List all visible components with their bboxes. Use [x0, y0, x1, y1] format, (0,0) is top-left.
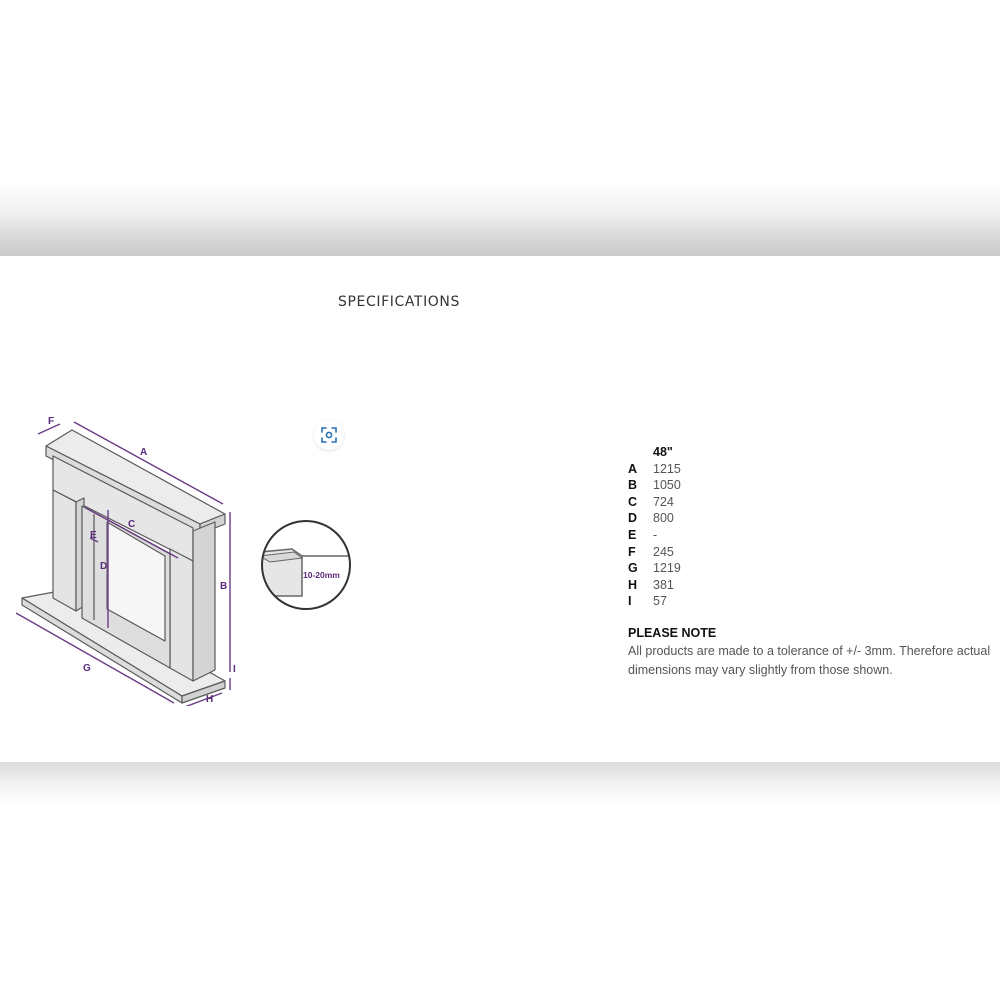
spec-column-header: 48" — [653, 445, 673, 459]
right-leg-side — [193, 522, 215, 681]
detail-measure-label: 10-20mm — [303, 570, 340, 580]
right-leg-front — [170, 549, 193, 681]
note-text — [628, 642, 1000, 680]
dim-label-a: A — [140, 447, 148, 458]
note-line-2: dimensions may vary slightly from those shown. — [628, 663, 893, 677]
note-title: PLEASE NOTE — [628, 626, 717, 640]
spec-key: H — [628, 577, 638, 592]
spec-key: E — [628, 527, 637, 542]
spec-key: G — [628, 561, 638, 576]
spec-row — [628, 477, 681, 494]
spec-value: 724 — [653, 494, 674, 509]
spec-key: A — [628, 461, 638, 476]
spec-value: 381 — [653, 577, 674, 592]
dim-label-g: G — [83, 663, 91, 674]
dim-label-h: H — [206, 694, 214, 705]
left-leg-front — [53, 490, 76, 611]
spec-key: F — [628, 544, 636, 559]
fireplace-dimension-diagram — [10, 406, 360, 706]
specifications-panel — [0, 256, 1000, 763]
zoom-in-icon — [320, 426, 338, 444]
top-shadow — [0, 180, 1000, 258]
zoom-button[interactable] — [314, 420, 344, 450]
dim-label-b: B — [220, 581, 228, 592]
bottom-shadow — [0, 762, 1000, 806]
spec-row — [628, 461, 681, 478]
spec-row — [628, 544, 681, 561]
spec-row — [628, 577, 681, 594]
spec-row — [628, 527, 681, 544]
spec-key: C — [628, 494, 638, 509]
spec-key: I — [628, 594, 632, 609]
dim-label-e: E — [90, 530, 97, 541]
spec-row — [628, 494, 681, 511]
spec-key: D — [628, 511, 638, 526]
spec-value: 800 — [653, 511, 674, 526]
spec-value: 245 — [653, 544, 674, 559]
spec-value: 1215 — [653, 461, 681, 476]
spec-value: - — [653, 527, 658, 542]
section-title: SPECIFICATIONS — [338, 294, 460, 310]
spec-row — [628, 510, 681, 527]
dim-label-d: D — [100, 561, 108, 572]
spec-row — [628, 560, 681, 577]
edge-detail-inset — [260, 521, 360, 609]
spec-table — [628, 444, 681, 610]
dim-label-f: F — [48, 416, 55, 427]
dim-label-i: I — [233, 664, 236, 675]
spec-key: B — [628, 478, 638, 493]
spec-value: 57 — [653, 594, 667, 609]
spec-row — [628, 593, 681, 610]
note-line-1: All products are made to a tolerance of +/- 3mm. Therefore actual — [628, 644, 991, 658]
dim-label-c: C — [128, 519, 136, 530]
spec-value: 1050 — [653, 478, 681, 493]
spec-value: 1219 — [653, 561, 681, 576]
